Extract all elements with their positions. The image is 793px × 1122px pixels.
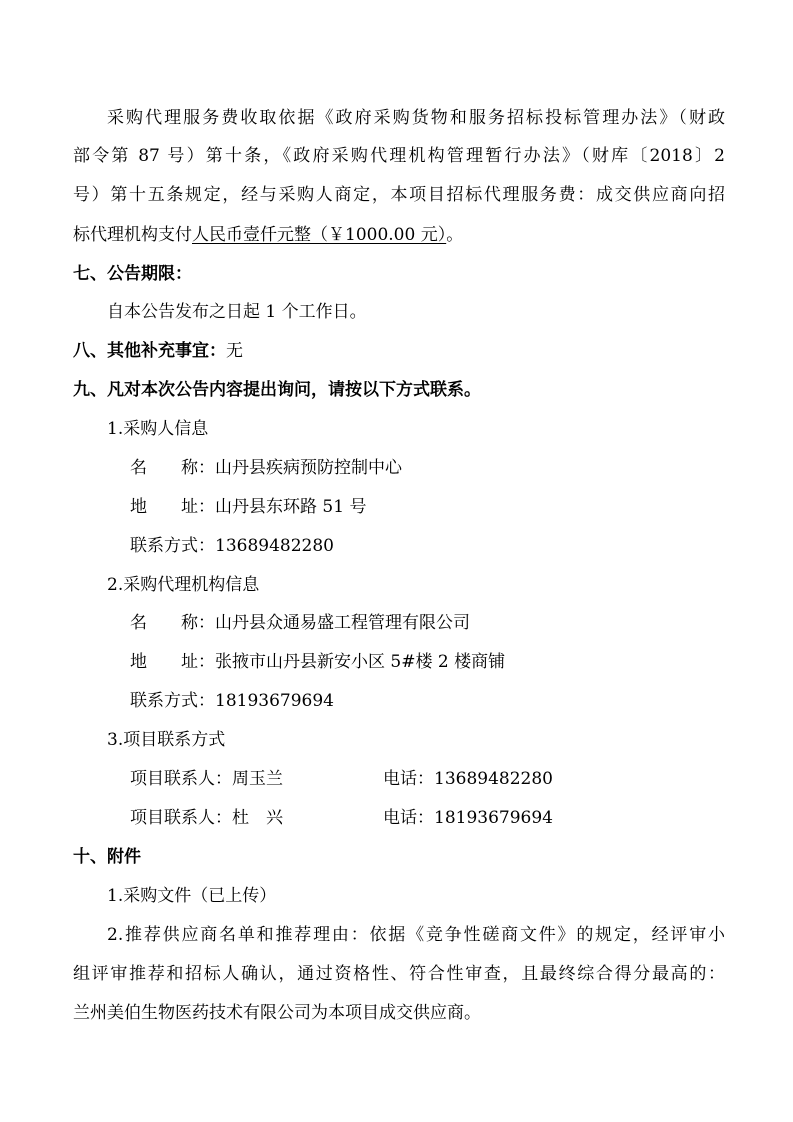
project-contact-2-tel: 18193679694 (434, 808, 553, 828)
attachment-item-2-line-1: 2.推荐供应商名单和推荐理由：依据《竞争性磋商文件》的规定，经评审小 (107, 925, 725, 945)
project-contact-1-phone-row (383, 768, 553, 790)
agency-heading: 2.采购代理机构信息 (107, 575, 260, 595)
intro-line-2: 部令第 87 号）第十条，《政府采购代理机构管理暂行办法》（财库〔2018〕2 (73, 146, 725, 166)
section-10-title: 十、附件 (73, 847, 141, 867)
project-contact-1-tel-label: 电话： (383, 769, 434, 789)
intro-fee-suffix: 。 (446, 225, 464, 245)
buyer-contact-label: 联系方式： (130, 536, 215, 556)
section-8 (73, 340, 243, 362)
section-7-title: 七、公告期限： (73, 264, 192, 284)
agency-name-row (130, 612, 470, 634)
agency-name-label: 名 称： (130, 613, 215, 633)
project-contact-row-1 (130, 768, 283, 790)
agency-address-label: 地 址： (130, 652, 215, 672)
agency-address: 张掖市山丹县新安小区 5#楼 2 楼商铺 (215, 652, 506, 672)
buyer-contact: 13689482280 (215, 536, 334, 556)
service-fee-amount: 人民币壹仟元整（￥1000.00 元） (192, 225, 447, 245)
intro-line-3: 号）第十五条规定，经与采购人商定，本项目招标代理服务费：成交供应商向招 (73, 185, 725, 205)
project-contact-1-tel: 13689482280 (434, 769, 553, 789)
project-contact-2-tel-label: 电话： (383, 808, 434, 828)
section-8-value: 无 (226, 341, 243, 361)
buyer-address: 山丹县东环路 51 号 (215, 497, 367, 517)
intro-line-1: 采购代理服务费收取依据《政府采购货物和服务招标投标管理办法》（财政 (107, 108, 725, 128)
buyer-address-label: 地 址： (130, 497, 215, 517)
buyer-heading: 1.采购人信息 (107, 419, 209, 439)
agency-contact-label: 联系方式： (130, 691, 215, 711)
intro-fee-prefix: 标代理机构支付 (73, 225, 192, 245)
buyer-name-row (130, 457, 402, 479)
intro-line-4 (73, 224, 463, 246)
section-9-title: 九、凡对本次公告内容提出询问，请按以下方式联系。 (73, 380, 481, 400)
section-7-text: 自本公告发布之日起 1 个工作日。 (107, 302, 367, 322)
project-contact-2-label: 项目联系人： (130, 808, 232, 828)
agency-name: 山丹县众通易盛工程管理有限公司 (215, 613, 470, 633)
attachment-item-2-line-3: 兰州美伯生物医药技术有限公司为本项目成交供应商。 (73, 1003, 481, 1023)
buyer-name-label: 名 称： (130, 458, 215, 478)
project-contact-heading: 3.项目联系方式 (107, 730, 226, 750)
buyer-address-row (130, 496, 366, 518)
project-contact-2-name: 杜 兴 (232, 808, 283, 828)
agency-contact-row (130, 690, 334, 712)
project-contact-1-label: 项目联系人： (130, 769, 232, 789)
buyer-name: 山丹县疾病预防控制中心 (215, 458, 402, 478)
project-contact-2-phone-row (383, 807, 553, 829)
project-contact-1-name: 周玉兰 (232, 769, 283, 789)
buyer-contact-row (130, 535, 334, 557)
section-8-title: 八、其他补充事宜： (73, 341, 226, 361)
agency-contact: 18193679694 (215, 691, 334, 711)
project-contact-row-2 (130, 807, 283, 829)
attachment-item-1: 1.采购文件（已上传） (107, 886, 277, 906)
attachment-item-2-line-2: 组评审推荐和招标人确认，通过资格性、符合性审查，且最终综合得分最高的： (73, 964, 725, 984)
agency-address-row (130, 651, 505, 673)
